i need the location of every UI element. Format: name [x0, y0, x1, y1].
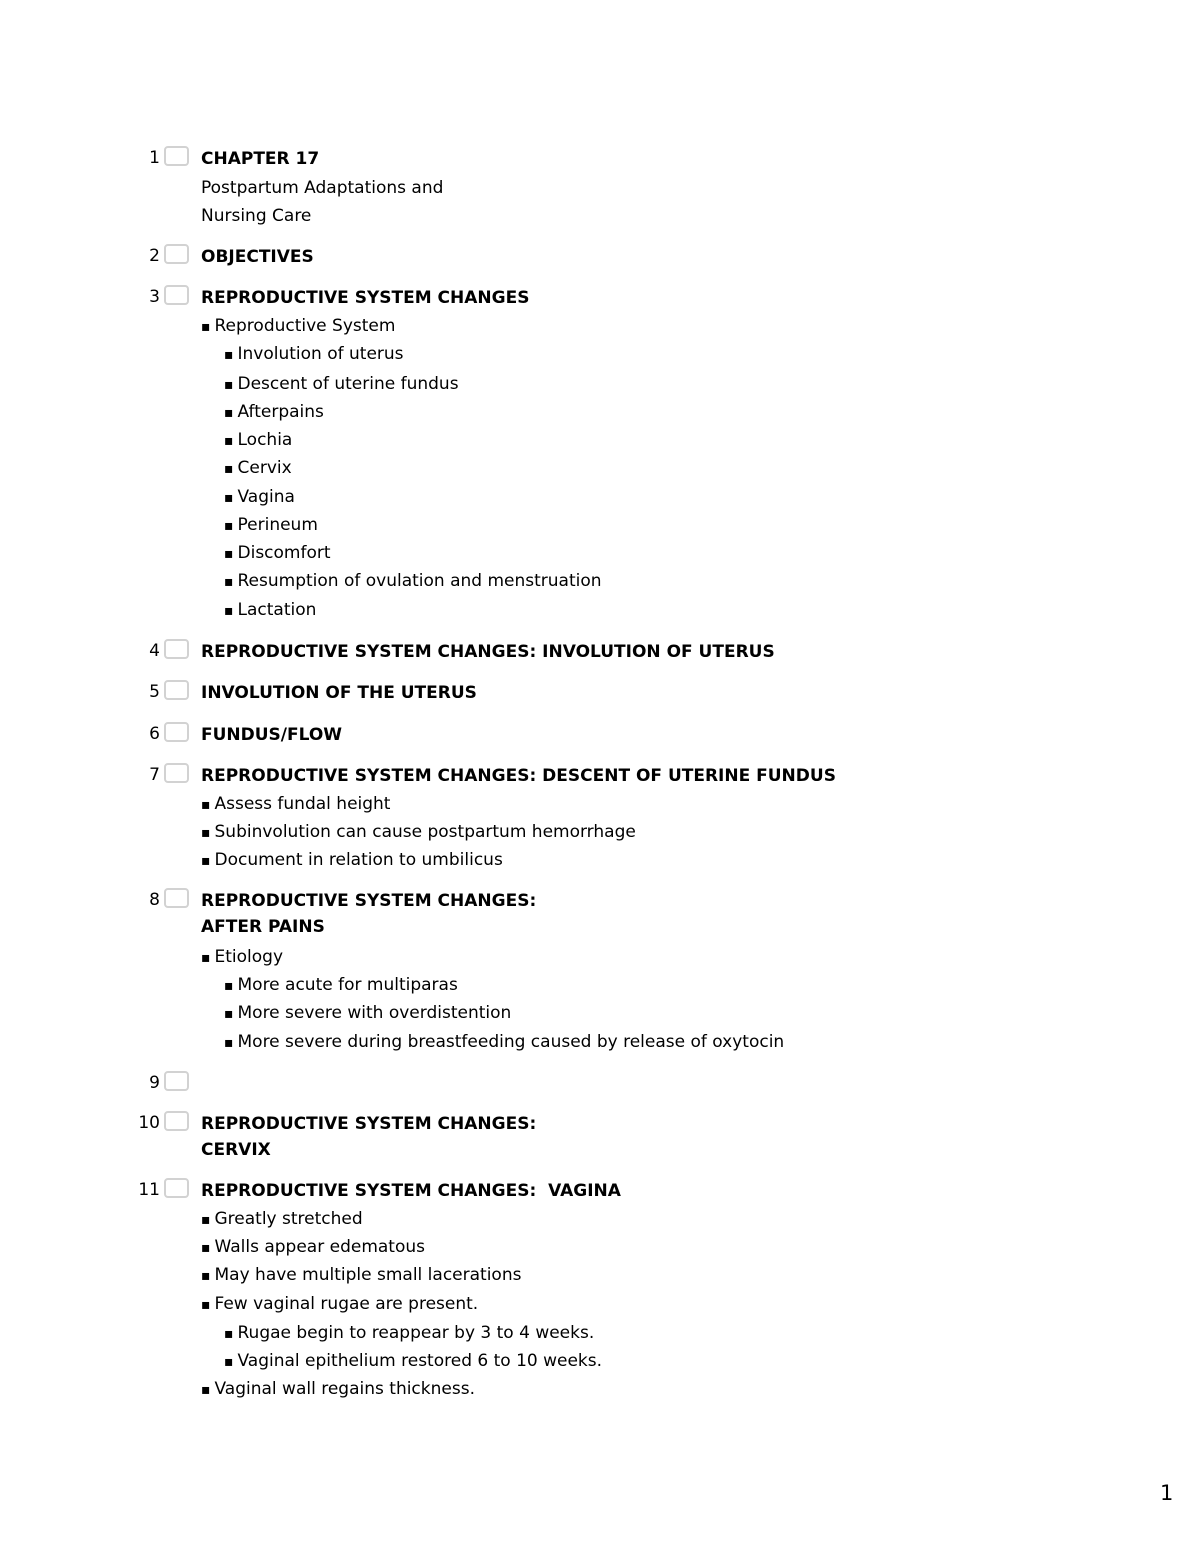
slide-thumbnail-checkbox[interactable]: [164, 1111, 189, 1131]
bullet-icon: ▪: [201, 797, 211, 813]
slide-thumbnail-checkbox[interactable]: [164, 763, 189, 783]
bullet-icon: ▪: [224, 433, 234, 449]
bullet-icon: ▪: [224, 603, 234, 619]
bullet-item: ▪ Etiology: [201, 947, 284, 967]
page-number: 1: [1160, 1481, 1174, 1505]
bullet-item: ▪ More severe during breastfeeding caused by release of oxytocin: [224, 1032, 785, 1052]
slide-thumbnail-checkbox[interactable]: [164, 285, 189, 305]
slide-number: 2: [149, 246, 160, 266]
slide-title-line: REPRODUCTIVE SYSTEM CHANGES:: [201, 1114, 537, 1134]
bullet-item: ▪ Lochia: [224, 430, 293, 450]
bullet-item: ▪ More acute for multiparas: [224, 975, 458, 995]
slide-number: 7: [149, 765, 160, 785]
slide-title: REPRODUCTIVE SYSTEM CHANGES: VAGINA: [201, 1181, 621, 1201]
slide-title: REPRODUCTIVE SYSTEM CHANGES: [201, 288, 530, 308]
bullet-item: ▪ Document in relation to umbilicus: [201, 850, 503, 870]
slide-thumbnail-checkbox[interactable]: [164, 639, 189, 659]
bullet-item: ▪ Rugae begin to reappear by 3 to 4 weeks.: [224, 1323, 595, 1343]
bullet-item: ▪ Involution of uterus: [224, 344, 404, 364]
slide-thumbnail-checkbox[interactable]: [164, 146, 189, 166]
slide-thumbnail-checkbox[interactable]: [164, 722, 189, 742]
slide-thumbnail-checkbox[interactable]: [164, 1071, 189, 1091]
slide-number: 8: [149, 890, 160, 910]
bullet-item: ▪ Lactation: [224, 600, 317, 620]
bullet-icon: ▪: [201, 319, 211, 335]
slide-number: 5: [149, 682, 160, 702]
slide-subtitle-line: Postpartum Adaptations and: [201, 178, 444, 198]
bullet-icon: ▪: [224, 1354, 234, 1370]
bullet-item: ▪ More severe with overdistention: [224, 1003, 512, 1023]
bullet-item: ▪ Greatly stretched: [201, 1209, 363, 1229]
slide-thumbnail-checkbox[interactable]: [164, 1178, 189, 1198]
bullet-item: ▪ Assess fundal height: [201, 794, 391, 814]
bullet-icon: ▪: [201, 853, 211, 869]
slide-title: REPRODUCTIVE SYSTEM CHANGES: DESCENT OF UTERINE FUNDUS: [201, 766, 836, 786]
bullet-icon: ▪: [224, 1326, 234, 1342]
bullet-icon: ▪: [224, 518, 234, 534]
bullet-item: ▪ Vaginal epithelium restored 6 to 10 weeks.: [224, 1351, 603, 1371]
bullet-icon: ▪: [224, 1006, 234, 1022]
bullet-item: ▪ Vaginal wall regains thickness.: [201, 1379, 475, 1399]
slide-subtitle-line: Nursing Care: [201, 206, 312, 226]
bullet-item: ▪ Few vaginal rugae are present.: [201, 1294, 479, 1314]
bullet-icon: ▪: [201, 1268, 211, 1284]
bullet-icon: ▪: [201, 1382, 211, 1398]
slide-number: 3: [149, 287, 160, 307]
bullet-icon: ▪: [224, 461, 234, 477]
slide-title-line: AFTER PAINS: [201, 917, 325, 937]
bullet-item: ▪ Descent of uterine fundus: [224, 374, 459, 394]
slide-title: FUNDUS/FLOW: [201, 725, 343, 745]
bullet-item: ▪ Walls appear edematous: [201, 1237, 425, 1257]
bullet-item: ▪ Discomfort: [224, 543, 331, 563]
bullet-icon: ▪: [224, 347, 234, 363]
bullet-icon: ▪: [201, 1240, 211, 1256]
slide-thumbnail-checkbox[interactable]: [164, 244, 189, 264]
slide-number: 10: [138, 1113, 160, 1133]
bullet-item: ▪ Afterpains: [224, 402, 324, 422]
bullet-icon: ▪: [201, 825, 211, 841]
bullet-item: ▪ Reproductive System: [201, 316, 396, 336]
bullet-icon: ▪: [224, 546, 234, 562]
slide-title: OBJECTIVES: [201, 247, 314, 267]
slide-title-line: CERVIX: [201, 1140, 271, 1160]
slide-number: 9: [149, 1073, 160, 1093]
bullet-icon: ▪: [224, 490, 234, 506]
bullet-icon: ▪: [224, 377, 234, 393]
slide-title-line: REPRODUCTIVE SYSTEM CHANGES:: [201, 891, 537, 911]
bullet-icon: ▪: [224, 574, 234, 590]
bullet-item: ▪ Vagina: [224, 487, 295, 507]
bullet-item: ▪ Cervix: [224, 458, 292, 478]
slide-title: INVOLUTION OF THE UTERUS: [201, 683, 477, 703]
bullet-icon: ▪: [201, 1297, 211, 1313]
slide-number: 4: [149, 641, 160, 661]
bullet-item: ▪ Subinvolution can cause postpartum hemorrhage: [201, 822, 636, 842]
bullet-icon: ▪: [201, 950, 211, 966]
slide-thumbnail-checkbox[interactable]: [164, 680, 189, 700]
bullet-icon: ▪: [224, 978, 234, 994]
bullet-item: ▪ May have multiple small lacerations: [201, 1265, 522, 1285]
slide-number: 6: [149, 724, 160, 744]
slide-title: CHAPTER 17: [201, 149, 320, 169]
bullet-item: ▪ Resumption of ovulation and menstruation: [224, 571, 602, 591]
slide-number: 1: [149, 148, 160, 168]
bullet-icon: ▪: [224, 1035, 234, 1051]
bullet-icon: ▪: [201, 1212, 211, 1228]
bullet-icon: ▪: [224, 405, 234, 421]
slide-title: REPRODUCTIVE SYSTEM CHANGES: INVOLUTION OF UTERUS: [201, 642, 775, 662]
bullet-item: ▪ Perineum: [224, 515, 318, 535]
slide-number: 11: [138, 1180, 160, 1200]
slide-thumbnail-checkbox[interactable]: [164, 888, 189, 908]
